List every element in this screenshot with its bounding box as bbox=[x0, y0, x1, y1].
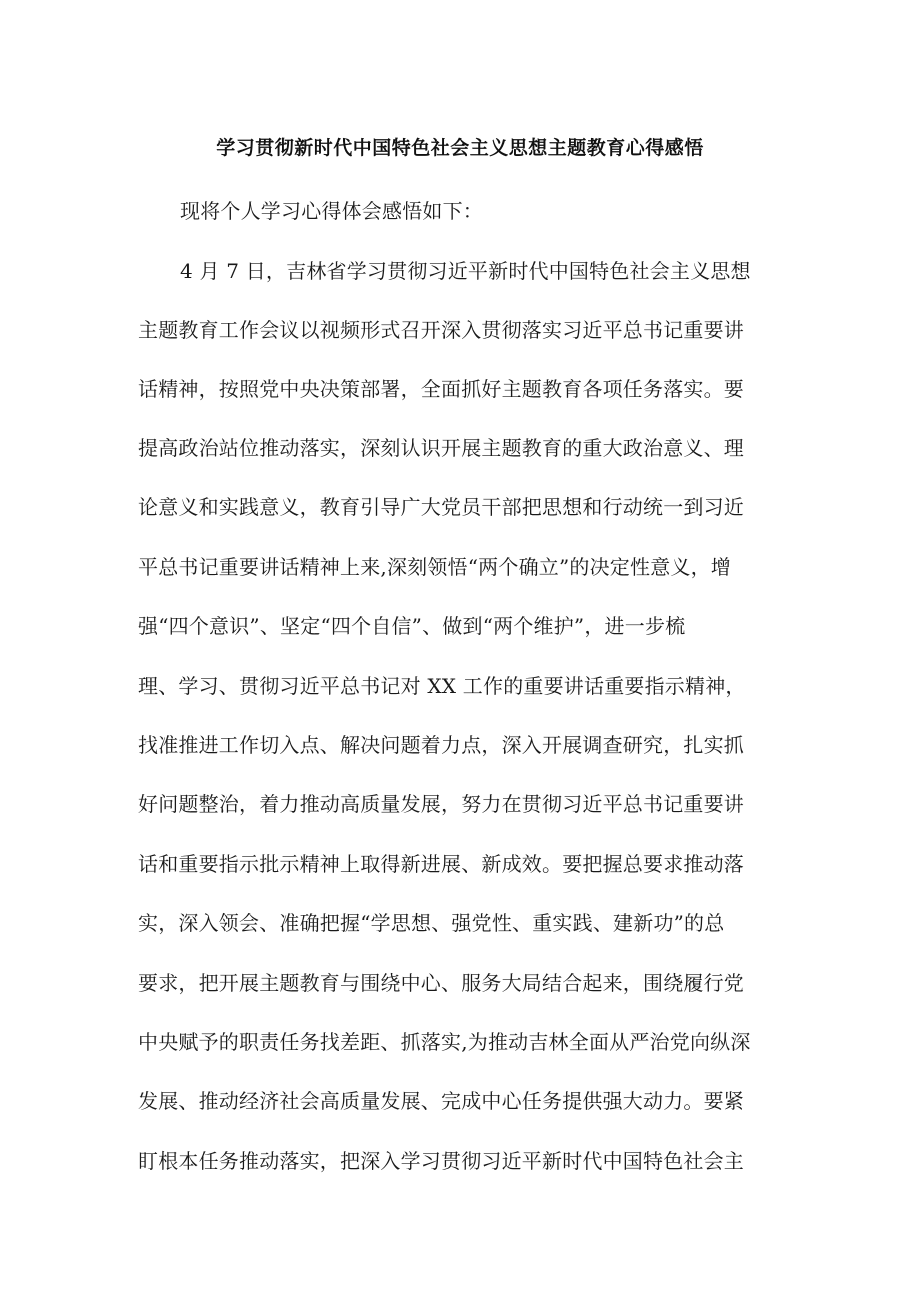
body-line: 要求，把开展主题教育与围绕中心、服务大局结合起来，围绕履行党 bbox=[138, 971, 744, 995]
body-line: 找准推进工作切入点、解决问题着力点，深入开展调查研究，扎实抓 bbox=[138, 733, 744, 757]
body-line: 话和重要指示批示精神上取得新进展、新成效。要把握总要求推动落 bbox=[138, 852, 744, 876]
body-line: 盯根本任务推动落实，把深入学习贯彻习近平新时代中国特色社会主 bbox=[138, 1149, 744, 1173]
document-title: 学习贯彻新时代中国特色社会主义思想主题教育心得感悟 bbox=[216, 137, 704, 159]
intro-line: 现将个人学习心得体会感悟如下： bbox=[180, 199, 483, 223]
body-line: 4 月 7 日，吉林省学习贯彻习近平新时代中国特色社会主义思想 bbox=[180, 259, 751, 283]
body-line: 中央赋予的职责任务找差距、抓落实,为推动吉林全面从严治党向纵深 bbox=[138, 1030, 751, 1054]
body-line: 论意义和实践意义，教育引导广大党员干部把思想和行动统一到习近 bbox=[138, 495, 744, 519]
body-line: 实，深入领会、准确把握“学思想、强党性、重实践、建新功”的总 bbox=[138, 911, 725, 935]
body-line: 好问题整治，着力推动高质量发展，努力在贯彻习近平总书记重要讲 bbox=[138, 792, 744, 816]
body-line: 平总书记重要讲话精神上来,深刻领悟“两个确立”的决定性意义，增 bbox=[138, 555, 732, 579]
body-line: 主题教育工作会议以视频形式召开深入贯彻落实习近平总书记重要讲 bbox=[138, 318, 744, 342]
body-line: 强“四个意识”、坚定“四个自信”、做到“两个维护”，进一步梳 bbox=[138, 614, 686, 638]
body-line: 发展、推动经济社会高质量发展、完成中心任务提供强大动力。要紧 bbox=[138, 1089, 744, 1113]
body-line: 话精神，按照党中央决策部署，全面抓好主题教育各项任务落实。要 bbox=[138, 377, 744, 401]
body-line: 提高政治站位推动落实，深刻认识开展主题教育的重大政治意义、理 bbox=[138, 436, 744, 460]
body-line: 理、学习、贯彻习近平总书记对 XX 工作的重要讲话重要指示精神， bbox=[138, 674, 746, 698]
